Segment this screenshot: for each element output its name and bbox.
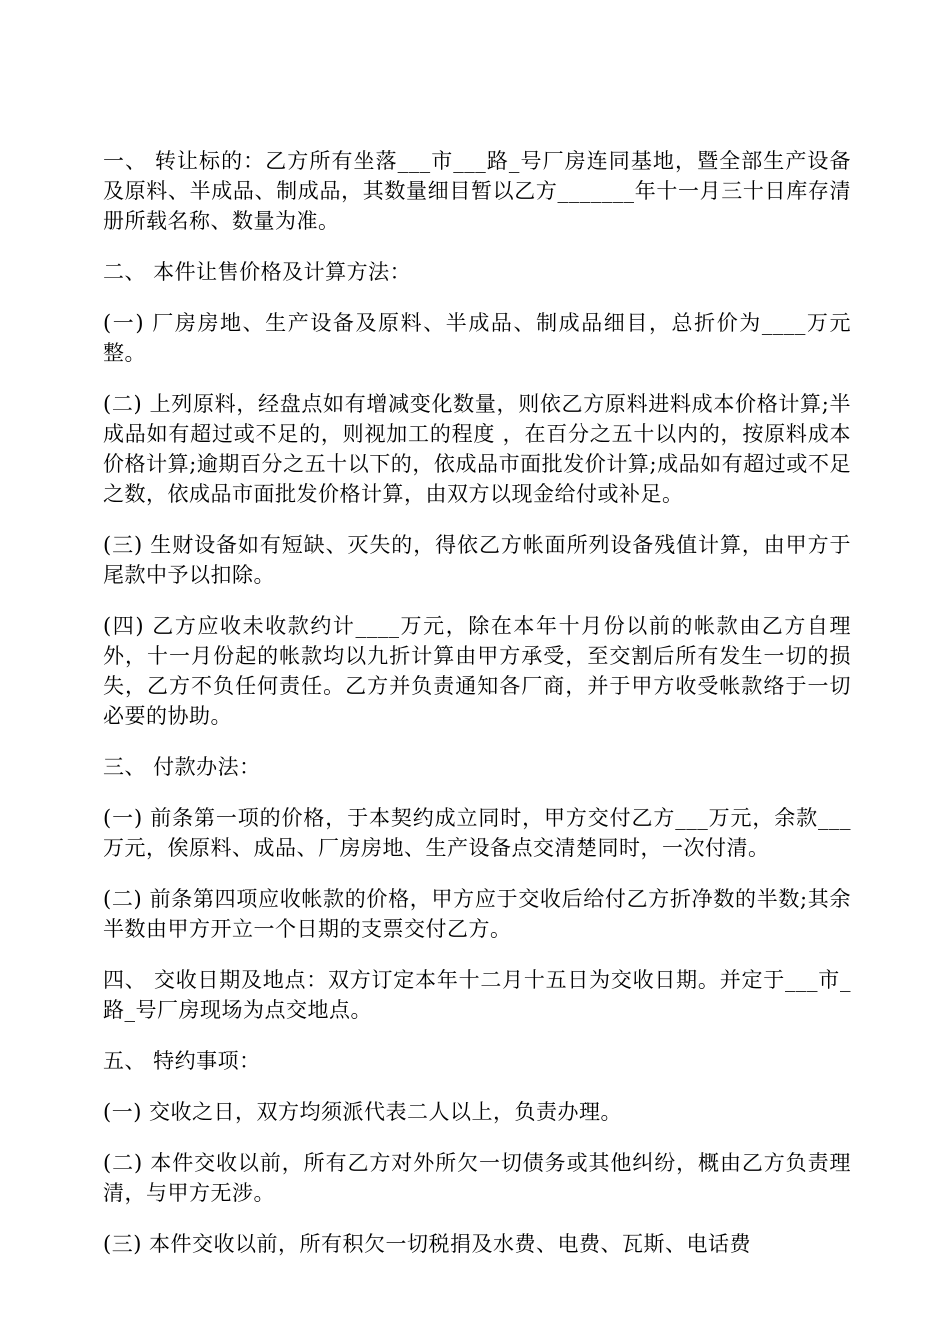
clause-2-heading: 二、 本件让售价格及计算方法： bbox=[103, 260, 412, 284]
clause-5-item-2: (二) 本件交收以前，所有乙方对外所欠一切债务或其他纠纷，概由乙方负责理清，与甲方无涉。 bbox=[103, 1151, 851, 1205]
clause-2-item-3: (三) 生财设备如有短缺、灭失的，得依乙方帐面所列设备残值计算，由甲方于尾款中予以扣除。 bbox=[103, 533, 851, 587]
clause-1-subject: 一、 转让标的：乙方所有坐落___市___路_号厂房连同基地，暨全部生产设备及原料、半成品、制成品，其数量细目暂以乙方_______年十一月三十日库存清册所载名称、数量为准。 bbox=[103, 149, 851, 233]
clause-2-item-1: (一) 厂房房地、生产设备及原料、半成品、制成品细目，总折价为____万元整。 bbox=[103, 311, 851, 365]
clause-2-item-4: (四) 乙方应收未收款约计____万元，除在本年十月份以前的帐款由乙方自理外，十一月份起的帐款均以九折计算由甲方承受，至交割后所有发生一切的损失，乙方不负任何责任。乙方并负责通知各厂商，并于甲方收受帐款络于一切必要的协助。 bbox=[103, 614, 851, 728]
clause-3-item-2: (二) 前条第四项应收帐款的价格，甲方应于交收后给付乙方折净数的半数;其余半数由甲方开立一个日期的支票交付乙方。 bbox=[103, 887, 851, 941]
clause-4-delivery: 四、 交收日期及地点：双方订定本年十二月十五日为交收日期。并定于___市_路_号厂房现场为点交地点。 bbox=[103, 968, 851, 1022]
clause-3-item-1: (一) 前条第一项的价格，于本契约成立同时，甲方交付乙方___万元，余款___万元，俟原料、成品、厂房房地、生产设备点交清楚同时，一次付清。 bbox=[103, 806, 851, 860]
clause-2-item-2: (二) 上列原料，经盘点如有增减变化数量，则依乙方原料进料成本价格计算;半成品如有超过或不足的，则视加工的程度 ，在百分之五十以内的，按原料成本价格计算;逾期百分之五十以下的，依成品市面批发价计算;成品如有超过或不足之数，依成品市面批发价格计算，由双方以现金给付或补足。 bbox=[103, 392, 851, 506]
clause-3-heading: 三、 付款办法： bbox=[103, 755, 261, 779]
clause-5-heading: 五、 特约事项： bbox=[103, 1049, 261, 1073]
clause-5-item-3: (三) 本件交收以前，所有积欠一切税捐及水费、电费、瓦斯、电话费 bbox=[103, 1232, 752, 1256]
document-body bbox=[103, 146, 851, 1280]
clause-5-item-1: (一) 交收之日，双方均须派代表二人以上，负责办理。 bbox=[103, 1100, 623, 1124]
